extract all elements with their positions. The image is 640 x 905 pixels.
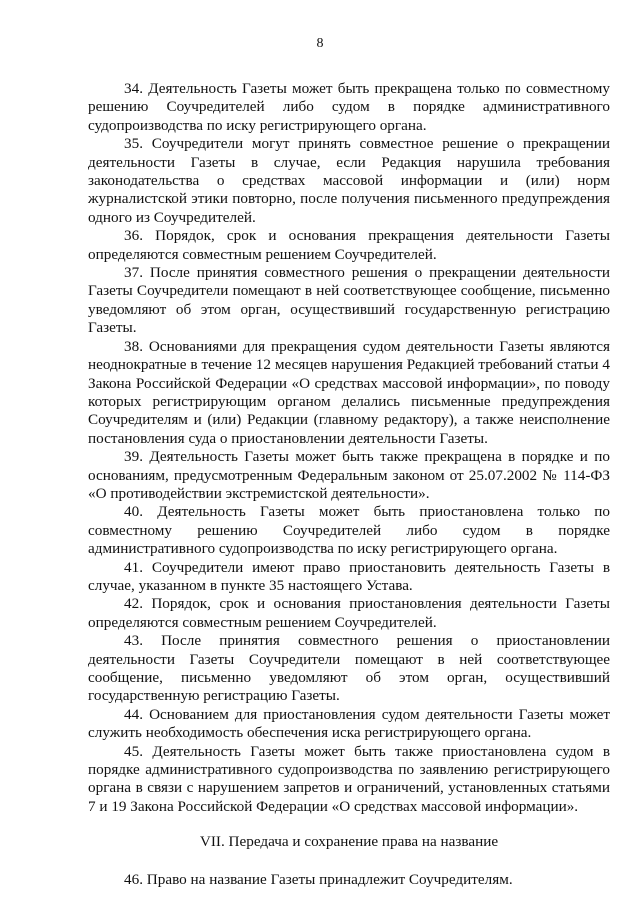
clause-paragraph <box>88 135 610 227</box>
clause-number: 36. <box>124 227 143 245</box>
clause-paragraph <box>88 227 610 264</box>
clause-text: Соучредители могут принять совместное решение о прекращении деятельности Газеты в случае, если Редакция нарушила требования законодательства о средствах массовой информации и (или) норм журналистской этики повторно, после получения письменного предупреждения одного из Соучредителей. <box>88 135 611 226</box>
clause-number: 34. <box>124 80 143 97</box>
clause-paragraph <box>88 559 610 596</box>
clause-text: Соучредители имеют право приостановить деятельность Газеты в случае, указанном в пункте 35 настоящего Устава. <box>88 558 611 594</box>
clause-number: 42. <box>124 595 143 613</box>
clause-number: 45. <box>124 742 143 760</box>
clause-number: 37. <box>124 264 143 282</box>
clause-paragraph <box>88 706 610 743</box>
clause-text: Порядок, срок и основания прекращения деятельности Газеты определяются совместным решением Соучредителей. <box>88 227 611 263</box>
paragraph-list <box>88 80 610 816</box>
clause-number: 35. <box>124 135 143 153</box>
clause-paragraph <box>88 448 610 503</box>
clause-text: Деятельность Газеты может быть прекращена только по совместному решению Соучредителей либо судом в порядке административного судопроизводства по иску регистрирующего органа. <box>88 80 610 134</box>
clause-paragraph <box>88 503 610 558</box>
paragraph-list <box>88 871 610 889</box>
clause-text: Основаниями для прекращения судом деятельности Газеты являются неоднократные в течение 12 месяцев нарушения Редакцией требований статьи 4 Закона Российской Федерации «О средствах массовой информации», по поводу которых регистрирующим органом делались письменные предупреждения Соучредителям и (или) Редакции (главному редактору), а также неисполнение постановления суда о приостановлении деятельности Газеты. <box>88 337 611 447</box>
clause-number: 44. <box>124 705 143 723</box>
section-heading: VII. Передача и сохранение права на название <box>199 833 499 851</box>
document-body <box>88 80 610 889</box>
clause-paragraph <box>88 80 610 135</box>
clause-text: Право на название Газеты принадлежит Соучредителям. <box>146 870 513 888</box>
clause-text: Основанием для приостановления судом деятельности Газеты может служить необходимость обеспечения иска регистрирующего органа. <box>88 705 611 742</box>
clause-number: 40. <box>124 503 143 521</box>
clause-number: 46. <box>124 870 143 888</box>
page-number: 8 <box>316 36 324 51</box>
clause-number: 39. <box>124 448 143 466</box>
clause-text: Деятельность Газеты может быть также приостановлена судом в порядке административного судопроизводства по заявлению регистрирующего органа в связи с нарушением запретов и ограничений, установленных статьями 7 и 19 Закона Российской Федерации «О средствах массовой информации». <box>88 742 611 815</box>
clause-paragraph <box>88 595 610 632</box>
clause-paragraph <box>88 632 610 706</box>
clause-text: Деятельность Газеты может быть также прекращена в порядке и по основаниям, предусмотренным Федеральным законом от 25.07.2002 № 114-ФЗ «О противодействии экстремистской деятельности». <box>88 448 611 502</box>
clause-paragraph <box>88 871 610 889</box>
clause-text: После принятия совместного решения о прекращении деятельности Газеты Соучредители помещают в ней соответствующее сообщение, письменно уведомляют об этом орган, осуществивший государственную регистрацию Газеты. <box>88 264 610 337</box>
clause-number: 38. <box>124 337 143 355</box>
clause-number: 41. <box>124 558 143 576</box>
clause-text: После принятия совместного решения о приостановлении деятельности Газеты Соучредители помещают в ней соответствующее сообщение, письменно уведомляют об этом орган, осуществивший государственную регистрацию Газеты. <box>88 632 610 705</box>
clause-paragraph <box>88 338 610 448</box>
clause-text: Порядок, срок и основания приостановления деятельности Газеты определяются совместным решением Соучредителей. <box>88 595 610 631</box>
clause-number: 43. <box>124 632 143 650</box>
clause-paragraph <box>88 743 610 817</box>
clause-text: Деятельность Газеты может быть приостановлена только по совместному решению Соучредителей либо судом в порядке административного судопроизводства по иску регистрирующего органа. <box>88 503 611 558</box>
clause-paragraph <box>88 264 610 338</box>
